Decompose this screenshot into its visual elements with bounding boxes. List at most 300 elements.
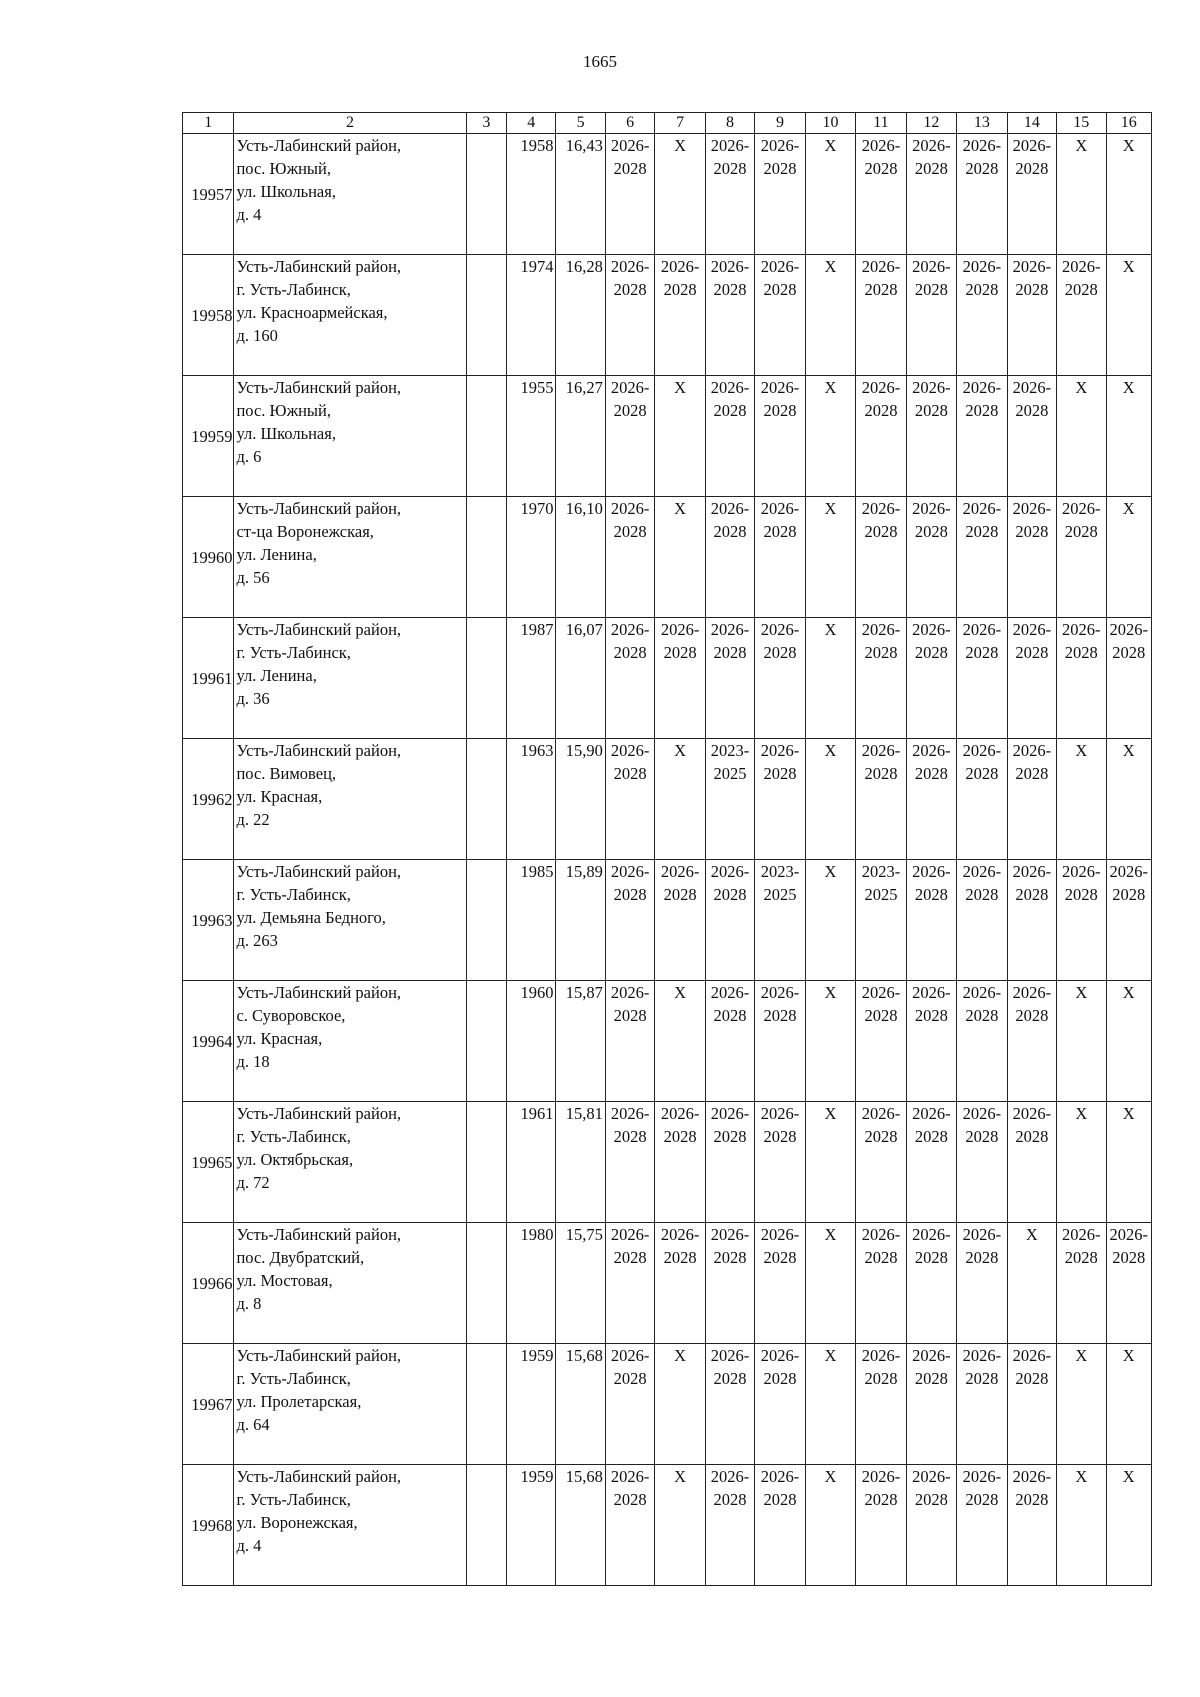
period-cell-c16 [1106,739,1151,860]
cell-line: 2026- [610,257,650,276]
cell-line: 2028 [914,885,948,904]
cell-line: 2028 [1015,885,1049,904]
column-header-16: 16 [1106,113,1151,134]
cell-line: 2026- [760,1104,800,1123]
cell-line: Усть-Лабинский район, [236,257,402,276]
address-cell [234,134,466,255]
cell-line: 2028 [713,1127,747,1146]
cell-line: 2026- [760,1467,800,1486]
period-cell-c13 [957,497,1007,618]
period-cell-c8 [705,1223,754,1344]
cell-line: 2026- [710,620,750,639]
cell-line: X [824,1104,837,1123]
period-cell-c11 [856,618,906,739]
cell-line: X [824,1225,837,1244]
period-cell-c10 [805,618,855,739]
period-cell-c7 [655,739,705,860]
column-3-cell [466,860,506,981]
period-cell-c7 [655,618,705,739]
cell-line: 2026- [660,257,700,276]
cell-line: X [674,741,687,760]
cell-line: 2026- [962,741,1002,760]
cell-line: 2028 [864,522,898,541]
cell-line: 2026- [1109,1225,1149,1244]
cell-line: 2026- [710,499,750,518]
cell-line: 2026- [760,741,800,760]
period-cell-c14 [1007,1102,1056,1223]
cell-line: 2026- [710,136,750,155]
cell-line: 2026- [760,983,800,1002]
cell-line: X [1122,257,1135,276]
period-cell-c12 [906,134,956,255]
period-cell-c6 [605,497,654,618]
period-cell-c10 [805,1344,855,1465]
period-cell-c9 [755,739,805,860]
period-cell-c7 [655,1102,705,1223]
table-row [183,860,1152,981]
cell-line: 2028 [1064,643,1098,662]
cell-line: 2026- [962,1225,1002,1244]
cell-line: 2028 [965,1006,999,1025]
period-cell-c8 [705,255,754,376]
cell-line: 2026- [710,862,750,881]
period-cell-c11 [856,497,906,618]
cell-line: 2028 [914,1369,948,1388]
row-number: 19965 [183,1102,234,1223]
period-cell-c9 [755,860,805,981]
period-cell-c14 [1007,860,1056,981]
row-number: 19957 [183,134,234,255]
period-cell-c10 [805,739,855,860]
column-header-4: 4 [507,113,556,134]
cell-line: 2026- [1062,1225,1101,1244]
cell-line: ул. Школьная, [236,424,336,443]
cell-line: ул. Демьяна Бедного, [236,908,386,927]
cell-line: 2028 [613,522,647,541]
cell-line: 2026- [710,257,750,276]
cell-line: 2028 [914,1127,948,1146]
period-cell-c13 [957,981,1007,1102]
cell-line: ул. Ленина, [236,545,317,564]
cell-line: д. 4 [236,205,262,224]
column-3-cell [466,981,506,1102]
period-cell-c7 [655,1465,705,1586]
cell-line: 2026- [660,1104,700,1123]
cell-line: 2028 [1112,1248,1146,1267]
address-cell [234,860,466,981]
period-cell-c6 [605,376,654,497]
address-cell [234,981,466,1102]
cell-line: 2028 [965,159,999,178]
column-header-13: 13 [957,113,1007,134]
cell-line: 2026- [710,1467,750,1486]
cell-line: Усть-Лабинский район, [236,378,402,397]
cell-line: 2026- [962,136,1002,155]
period-cell-c15 [1057,1465,1106,1586]
row-number: 19958 [183,255,234,376]
period-cell-c6 [605,134,654,255]
table-row [183,618,1152,739]
period-cell-c14 [1007,1223,1056,1344]
cell-line: 2026- [861,1346,901,1365]
period-cell-c7 [655,255,705,376]
cell-line: 2028 [914,159,948,178]
cell-line: X [1122,983,1135,1002]
cell-line: 2023- [710,741,750,760]
cell-line: пос. Двубратский, [236,1248,365,1267]
period-cell-c10 [805,1102,855,1223]
cell-line: X [1122,1346,1135,1365]
period-cell-c11 [856,1344,906,1465]
year-cell: 1961 [507,1102,556,1223]
period-cell-c16 [1106,134,1151,255]
cell-line: 2026- [912,983,951,1002]
period-cell-c8 [705,376,754,497]
cell-line: 2028 [864,159,898,178]
cell-line: Усть-Лабинский район, [236,983,402,1002]
cell-line: 2028 [613,1369,647,1388]
cell-line: X [824,378,837,397]
year-cell: 1959 [507,1465,556,1586]
cell-line: 2026- [660,1225,700,1244]
column-header-14: 14 [1007,113,1056,134]
cell-line: ст-ца Воронежская, [236,522,374,541]
column-header-11: 11 [856,113,906,134]
year-cell: 1959 [507,1344,556,1465]
period-cell-c15 [1057,860,1106,981]
cell-line: X [824,136,837,155]
period-cell-c9 [755,1465,805,1586]
cell-line: 2028 [864,764,898,783]
cell-line: 2028 [1015,1490,1049,1509]
cell-line: X [1122,1104,1135,1123]
cell-line: 2028 [914,1006,948,1025]
period-cell-c11 [856,1102,906,1223]
table-row [183,1102,1152,1223]
cell-line: 2028 [613,280,647,299]
period-cell-c10 [805,1223,855,1344]
column-header-15: 15 [1057,113,1106,134]
cell-line: 2028 [864,1127,898,1146]
column-3-cell [466,618,506,739]
year-cell: 1955 [507,376,556,497]
row-number: 19968 [183,1465,234,1586]
column-header-8: 8 [705,113,754,134]
period-cell-c16 [1106,255,1151,376]
cell-line: 2028 [1112,885,1146,904]
cell-line: 2026- [760,1225,800,1244]
cell-line: 2028 [663,643,697,662]
period-cell-c15 [1057,618,1106,739]
cell-line: д. 160 [236,326,278,345]
column-3-cell [466,497,506,618]
year-cell: 1987 [507,618,556,739]
cell-line: 2028 [763,1490,797,1509]
cell-line: 2028 [1015,764,1049,783]
cell-line: 2026- [760,136,800,155]
cell-line: 2028 [864,401,898,420]
period-cell-c8 [705,739,754,860]
cell-line: 2026- [912,378,951,397]
table-row [183,1344,1152,1465]
cell-line: X [674,983,687,1002]
cell-line: X [674,499,687,518]
period-cell-c16 [1106,1465,1151,1586]
period-cell-c6 [605,618,654,739]
period-cell-c11 [856,1223,906,1344]
cell-line: 2028 [864,643,898,662]
cell-line: д. 18 [236,1052,270,1071]
period-cell-c16 [1106,860,1151,981]
cell-line: д. 22 [236,810,270,829]
value-cell: 15,89 [556,860,605,981]
period-cell-c11 [856,981,906,1102]
table-row [183,739,1152,860]
value-cell: 15,87 [556,981,605,1102]
period-cell-c10 [805,497,855,618]
cell-line: 2028 [1064,885,1098,904]
period-cell-c16 [1106,618,1151,739]
year-cell: 1985 [507,860,556,981]
period-cell-c7 [655,497,705,618]
period-cell-c13 [957,1102,1007,1223]
period-cell-c14 [1007,255,1056,376]
cell-line: 2028 [1064,1248,1098,1267]
cell-line: 2028 [864,1006,898,1025]
cell-line: 2028 [914,643,948,662]
cell-line: д. 64 [236,1415,270,1434]
cell-line: ул. Октябрьская, [236,1150,354,1169]
cell-line: 2026- [861,1467,901,1486]
period-cell-c15 [1057,497,1106,618]
row-number: 19959 [183,376,234,497]
address-cell [234,739,466,860]
period-cell-c13 [957,618,1007,739]
cell-line: 2028 [1064,280,1098,299]
cell-line: 2028 [965,764,999,783]
period-cell-c12 [906,739,956,860]
row-number: 19962 [183,739,234,860]
period-cell-c16 [1106,1102,1151,1223]
period-cell-c12 [906,497,956,618]
period-cell-c9 [755,1102,805,1223]
column-3-cell [466,1102,506,1223]
cell-line: 2028 [663,280,697,299]
cell-line: 2028 [914,764,948,783]
cell-line: 2026- [861,499,901,518]
cell-line: 2026- [610,1225,650,1244]
value-cell: 15,81 [556,1102,605,1223]
cell-line: 2028 [864,1248,898,1267]
year-cell: 1960 [507,981,556,1102]
cell-line: 2028 [1015,280,1049,299]
cell-line: X [674,1467,687,1486]
period-cell-c7 [655,376,705,497]
address-cell [234,497,466,618]
period-cell-c11 [856,1465,906,1586]
cell-line: ул. Красная, [236,1029,323,1048]
cell-line: X [1122,741,1135,760]
cell-line: X [824,499,837,518]
cell-line: 2026- [710,1104,750,1123]
table-row [183,1223,1152,1344]
cell-line: 2028 [613,1006,647,1025]
cell-line: X [824,741,837,760]
period-cell-c11 [856,255,906,376]
period-cell-c12 [906,255,956,376]
cell-line: 2026- [610,1467,650,1486]
cell-line: 2028 [663,1127,697,1146]
value-cell: 16,28 [556,255,605,376]
register-table [182,112,1152,1586]
cell-line: 2023- [760,862,800,881]
cell-line: 2028 [965,885,999,904]
cell-line: 2026- [912,1467,951,1486]
cell-line: 2026- [610,862,650,881]
cell-line: 2028 [613,159,647,178]
cell-line: 2028 [713,1248,747,1267]
period-cell-c7 [655,981,705,1102]
period-cell-c6 [605,981,654,1102]
cell-line: Усть-Лабинский район, [236,1104,402,1123]
cell-line: X [1075,1346,1088,1365]
column-header-7: 7 [655,113,705,134]
cell-line: 2026- [912,136,951,155]
cell-line: 2028 [763,159,797,178]
cell-line: г. Усть-Лабинск, [236,885,351,904]
cell-line: г. Усть-Лабинск, [236,1490,351,1509]
period-cell-c8 [705,497,754,618]
cell-line: ул. Красная, [236,787,323,806]
period-cell-c6 [605,1344,654,1465]
period-cell-c6 [605,860,654,981]
cell-line: 2028 [864,1369,898,1388]
period-cell-c13 [957,1344,1007,1465]
period-cell-c8 [705,134,754,255]
column-header-2: 2 [234,113,466,134]
period-cell-c14 [1007,1465,1056,1586]
cell-line: 2028 [763,643,797,662]
cell-line: 2026- [1062,620,1101,639]
period-cell-c14 [1007,618,1056,739]
cell-line: г. Усть-Лабинск, [236,1127,351,1146]
cell-line: ул. Воронежская, [236,1513,358,1532]
table-body [183,113,1152,1586]
period-cell-c16 [1106,981,1151,1102]
year-cell: 1980 [507,1223,556,1344]
period-cell-c12 [906,376,956,497]
period-cell-c11 [856,739,906,860]
cell-line: X [1122,136,1135,155]
column-header-1: 1 [183,113,234,134]
cell-line: 2028 [613,885,647,904]
cell-line: 2028 [713,401,747,420]
period-cell-c6 [605,255,654,376]
period-cell-c6 [605,1465,654,1586]
row-number: 19966 [183,1223,234,1344]
period-cell-c8 [705,1344,754,1465]
cell-line: Усть-Лабинский район, [236,136,402,155]
page-number: 1665 [583,52,617,71]
cell-line: 2026- [610,499,650,518]
cell-line: 2028 [713,885,747,904]
cell-line: Усть-Лабинский район, [236,741,402,760]
cell-line: X [824,1346,837,1365]
value-cell: 16,07 [556,618,605,739]
period-cell-c9 [755,1223,805,1344]
cell-line: 2026- [861,983,901,1002]
cell-line: 2026- [912,620,951,639]
cell-line: 2026- [912,499,951,518]
address-cell [234,1465,466,1586]
period-cell-c11 [856,376,906,497]
cell-line: Усть-Лабинский район, [236,1346,402,1365]
cell-line: Усть-Лабинский район, [236,1225,402,1244]
cell-line: X [1122,1467,1135,1486]
cell-line: 2028 [613,1248,647,1267]
cell-line: 2026- [1012,620,1052,639]
cell-line: 2026- [610,741,650,760]
cell-line: 2026- [610,1104,650,1123]
cell-line: X [824,257,837,276]
period-cell-c13 [957,739,1007,860]
column-3-cell [466,134,506,255]
period-cell-c8 [705,1102,754,1223]
period-cell-c7 [655,134,705,255]
cell-line: 2026- [1012,741,1052,760]
period-cell-c10 [805,981,855,1102]
cell-line: 2026- [962,378,1002,397]
cell-line: 2026- [760,499,800,518]
cell-line: 2028 [1015,1369,1049,1388]
value-cell: 16,27 [556,376,605,497]
cell-line: д. 6 [236,447,262,466]
cell-line: г. Усть-Лабинск, [236,1369,351,1388]
address-cell [234,1344,466,1465]
value-cell: 16,10 [556,497,605,618]
cell-line: 2028 [965,522,999,541]
cell-line: 2026- [710,378,750,397]
cell-line: 2028 [1015,522,1049,541]
cell-line: X [824,862,837,881]
value-cell: 15,90 [556,739,605,860]
cell-line: 2026- [861,741,901,760]
cell-line: X [1075,136,1088,155]
period-cell-c12 [906,981,956,1102]
table-row [183,255,1152,376]
cell-line: 2028 [763,280,797,299]
year-cell: 1958 [507,134,556,255]
column-header-3: 3 [466,113,506,134]
column-3-cell [466,255,506,376]
cell-line: 2028 [613,764,647,783]
cell-line: 2028 [763,401,797,420]
cell-line: 2028 [713,280,747,299]
year-cell: 1974 [507,255,556,376]
period-cell-c14 [1007,981,1056,1102]
period-cell-c7 [655,1223,705,1344]
cell-line: 2026- [912,1104,951,1123]
period-cell-c15 [1057,134,1106,255]
period-cell-c10 [805,1465,855,1586]
row-number: 19960 [183,497,234,618]
period-cell-c9 [755,618,805,739]
cell-line: 2028 [763,522,797,541]
table-row [183,981,1152,1102]
cell-line: 2028 [965,643,999,662]
cell-line: 2028 [663,1248,697,1267]
cell-line: 2028 [914,522,948,541]
